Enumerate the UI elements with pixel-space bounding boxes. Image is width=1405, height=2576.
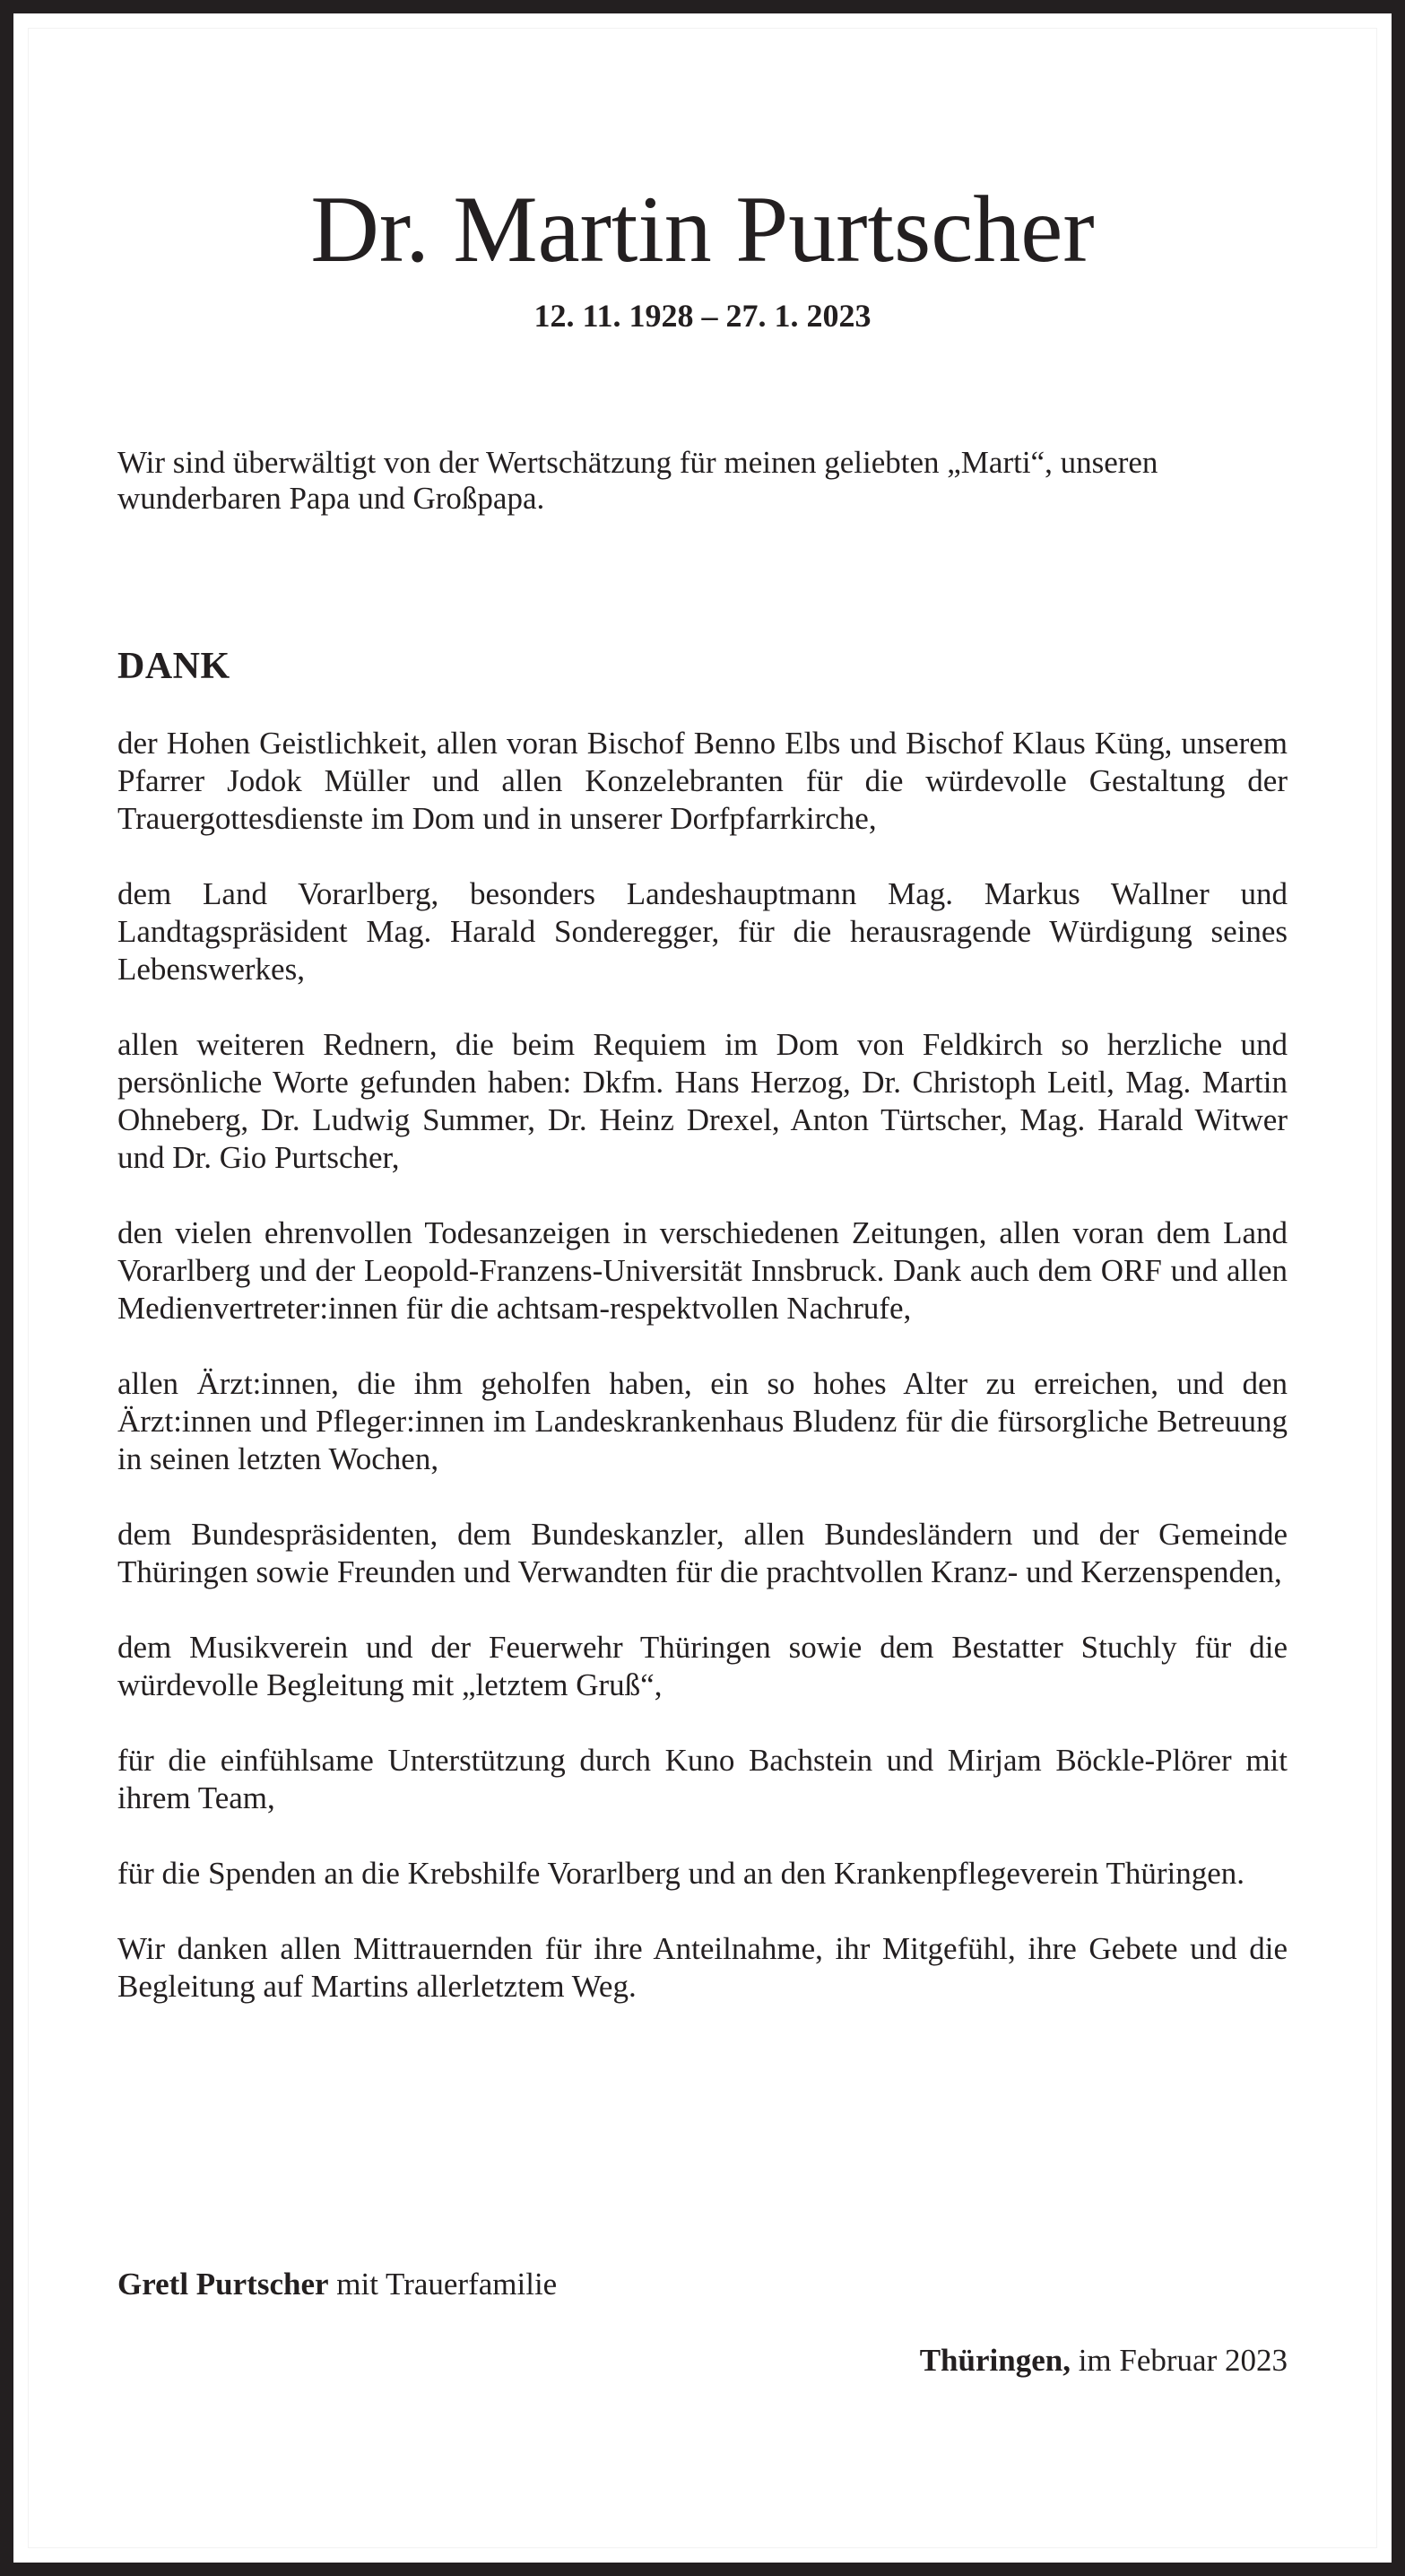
signature-name: Gretl Purtscher xyxy=(117,2267,329,2302)
thanks-paragraph: dem Bundespräsidenten, dem Bundeskanzler, allen Bundesländern und der Gemeinde Thüringen sowie Freunden und Verwandten für die prachtvollen Kranz- und Kerzenspenden, xyxy=(117,1517,1288,1589)
thanks-paragraph: dem Musikverein und der Feuerwehr Thüringen sowie dem Bestatter Stuchly für die würdevolle Begleitung mit „letztem Gruß“, xyxy=(117,1630,1288,1702)
signature-suffix: mit Trauerfamilie xyxy=(328,2267,558,2302)
thanks-paragraph: allen weiteren Rednern, die beim Requiem im Dom von Feldkirch so herzliche und persönliche Worte gefunden haben: Dkfm. Hans Herzog, Dr. Christoph Leitl, Mag. Martin Ohneberg, Dr. Ludwig Summer, Dr. Heinz Drexel, Anton Türtscher, Mag. Harald Witwer und Dr. Gio Purtscher, xyxy=(117,1027,1288,1175)
closing-gratitude: Wir danken allen Mittrauernden für ihre Anteilnahme, ihr Mitgefühl, ihre Gebete und die Begleitung auf Martins allerletztem Weg. xyxy=(117,1931,1288,2004)
thanks-paragraph: dem Land Vorarlberg, besonders Landeshauptmann Mag. Markus Wallner und Landtagspräsident Mag. Harald Sonderegger, für die herausragende Würdigung seines Lebenswerkes, xyxy=(117,876,1288,987)
signature xyxy=(117,2265,1288,2304)
thanks-heading: DANK xyxy=(117,646,230,687)
place-date xyxy=(117,2341,1288,2380)
thanks-body xyxy=(117,725,1288,2006)
thanks-paragraph: für die einfühlsame Unterstützung durch Kuno Bachstein und Mirjam Böckle-Plörer mit ihrem Team, xyxy=(117,1743,1288,1815)
thanks-paragraph: allen Ärzt:innen, die ihm geholfen haben, ein so hohes Alter zu erreichen, und den Ärzt:innen und Pfleger:innen im Landeskrankenhaus Bludenz für die fürsorgliche Betreuung in seinen letzten Wochen, xyxy=(117,1366,1288,1476)
date: im Februar 2023 xyxy=(1070,2343,1288,2378)
deceased-name: Dr. Martin Purtscher xyxy=(310,177,1095,282)
place: Thüringen, xyxy=(919,2343,1071,2378)
thanks-paragraph: den vielen ehrenvollen Todesanzeigen in verschiedenen Zeitungen, allen voran dem Land Vorarlberg und der Leopold-Franzens-Universität Innsbruck. Dank auch dem ORF und allen Medienvertreter:innen für die achtsam-respektvollen Nachrufe, xyxy=(117,1215,1288,1326)
intro-text: Wir sind überwältigt von der Wertschätzung für meinen geliebten „Marti“, unseren wunderbaren Papa und Großpapa. xyxy=(117,445,1158,516)
thanks-paragraph: der Hohen Geistlichkeit, allen voran Bischof Benno Elbs und Bischof Klaus Küng, unserem Pfarrer Jodok Müller und allen Konzelebranten für die würdevolle Gestaltung der Trauergottesdienste im Dom und in unserer Dorfpfarrkirche, xyxy=(117,726,1288,836)
thanks-paragraph: für die Spenden an die Krebshilfe Vorarlberg und an den Krankenpflegeverein Thüringen. xyxy=(117,1856,1245,1891)
life-dates: 12. 11. 1928 – 27. 1. 2023 xyxy=(533,298,872,334)
